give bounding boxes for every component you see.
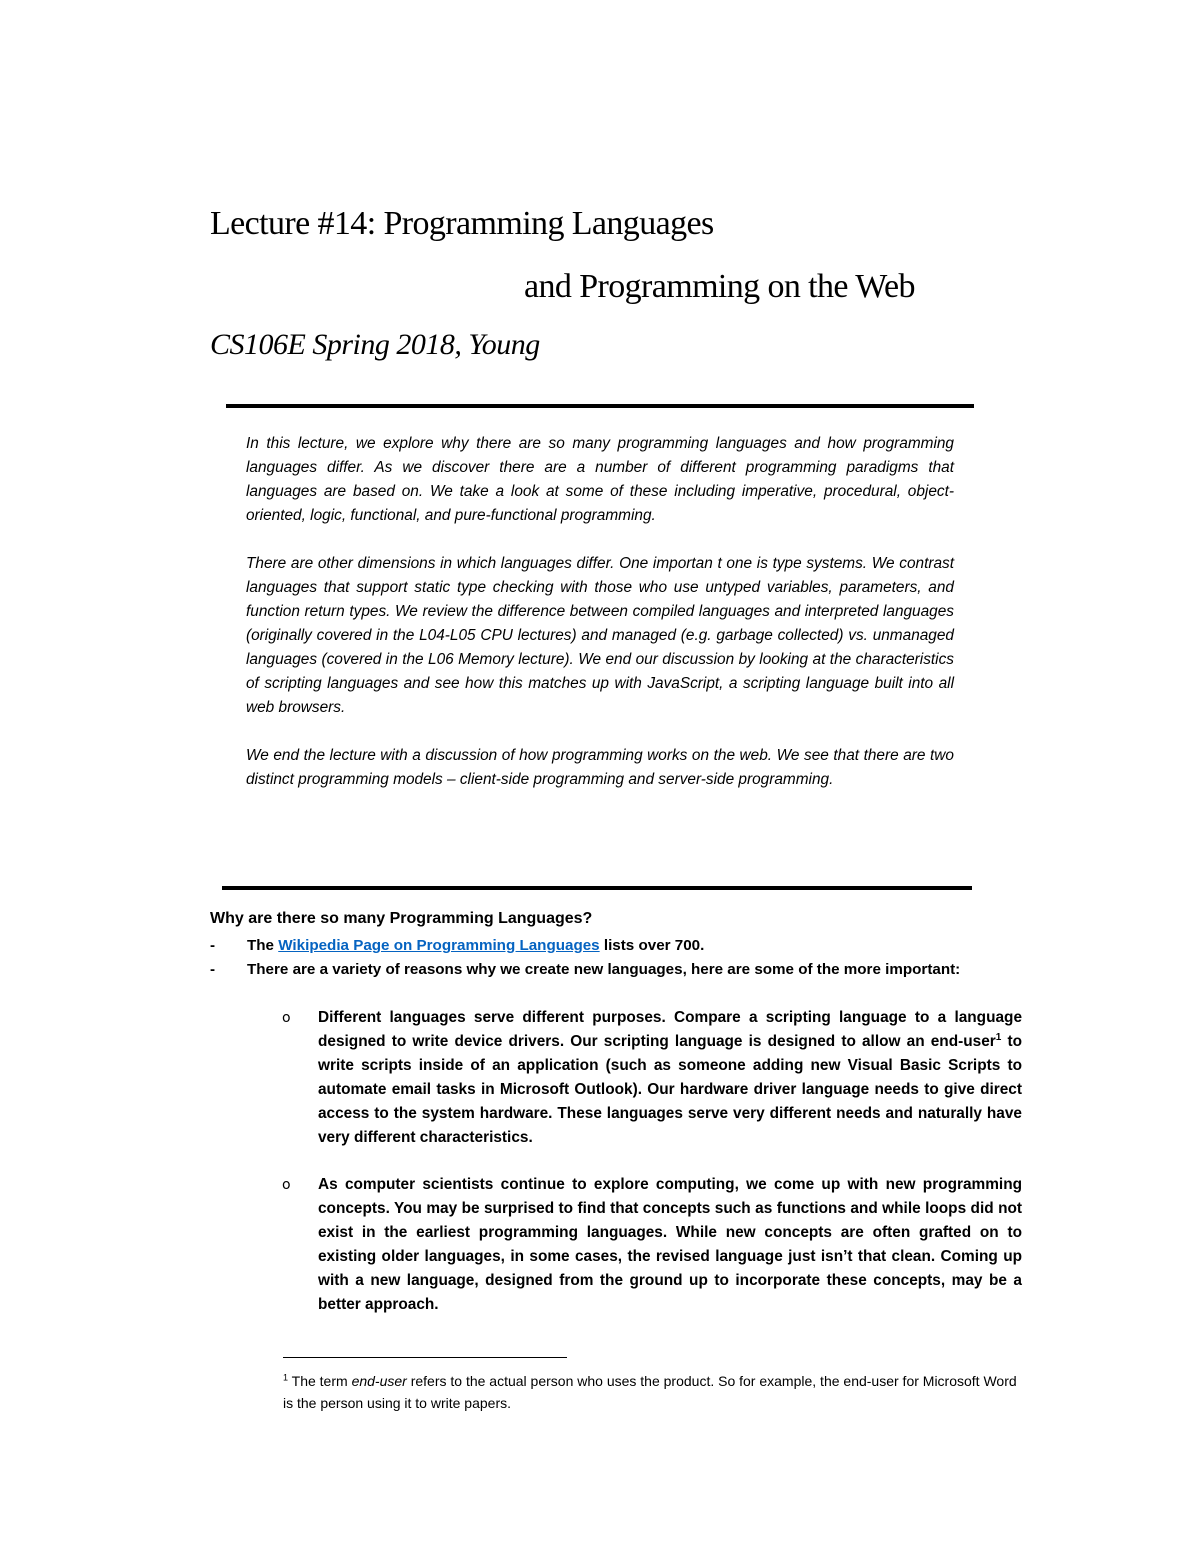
abstract-block: [246, 432, 954, 816]
bullet-2-text: There are a variety of reasons why we create new languages, here are some of the more important:: [247, 961, 961, 978]
sub-item-2-text: As computer scientists continue to explore computing, we come up with new programming concepts. You may be surprised to find that concepts such as functions and while loops did not exist in the earliest programming languages. While new concepts are often grafted on to existing older languages, in some cases, the revised language just isn’t that clean. Coming up with a new language, designed from the ground up to incorporate these concepts, may be a better approach.: [318, 1176, 1022, 1313]
section-heading: Why are there so many Programming Languages?: [210, 910, 593, 927]
footnote-mark: 1: [283, 1372, 289, 1383]
abstract-bottom-rule: [222, 886, 972, 890]
footnote-separator: [283, 1357, 567, 1358]
dash-marker: -: [210, 937, 216, 954]
bullet-1-suffix: lists over 700.: [599, 937, 705, 954]
sub-list-item-2: [282, 1173, 1022, 1317]
footnote-term: end-user: [351, 1373, 407, 1389]
circle-bullet-icon: o: [282, 1010, 291, 1026]
footnote-text-b: refers to the actual person who uses the product. So for example, the end-user for Microsoft Word is the person using it to write papers.: [283, 1373, 1017, 1411]
abstract-top-rule: [226, 404, 974, 408]
course-subtitle: CS106E Spring 2018, Young: [210, 328, 540, 361]
footnote: [283, 1370, 1028, 1414]
bullet-list: [210, 934, 1050, 982]
circle-bullet-icon: o: [282, 1177, 291, 1193]
wikipedia-link[interactable]: Wikipedia Page on Programming Languages: [278, 937, 600, 954]
bullet-item-reasons: [210, 958, 1050, 982]
sub-list-item-1: [282, 1006, 1022, 1150]
sub-item-1-text-a: Different languages serve different purposes. Compare a scripting language to a language designed to write device drivers. Our scripting language is designed to allow an end-user: [318, 1009, 1022, 1050]
abstract-paragraph-1: In this lecture, we explore why there are so many programming languages and how programming languages differ. As we discover there are a number of different programming paradigms that languages are based on. We take a look at some of these including imperative, procedural, object-oriented, logic, functional, and pure-functional programming.: [246, 435, 954, 524]
sub-item-1-text-b: to write scripts inside of an application (such as someone adding new Visual Basic Scripts to automate email tasks in Microsoft Outlook). Our hardware driver language needs to give direct access to the system hardware. These languages serve very different needs and naturally have very different characteristics.: [318, 1033, 1022, 1146]
bullet-1-prefix: The: [247, 937, 279, 954]
title-line-2: and Programming on the Web: [524, 268, 915, 305]
bullet-item-wikipedia: [210, 934, 1050, 958]
footnote-text-a: The term: [288, 1373, 352, 1389]
abstract-paragraph-2: There are other dimensions in which languages differ. One importan t one is type systems. We contrast languages that support static type checking with those who use untyped variables, parameters, and function return types. We review the difference between compiled languages and interpreted languages (originally covered in the L04-L05 CPU lectures) and managed (e.g. garbage collected) vs. unmanaged languages (covered in the L06 Memory lecture). We end our discussion by looking at the characteristics of scripting languages and see how this matches up with JavaScript, a scripting language built into all web browsers.: [246, 555, 954, 716]
title-line-1: Lecture #14: Programming Languages: [210, 205, 714, 242]
footnote-ref-1[interactable]: 1: [995, 1031, 1002, 1043]
abstract-paragraph-3: We end the lecture with a discussion of how programming works on the web. We see that there are two distinct programming models – client-side programming and server-side programming.: [246, 747, 954, 788]
dash-marker: -: [210, 961, 216, 978]
